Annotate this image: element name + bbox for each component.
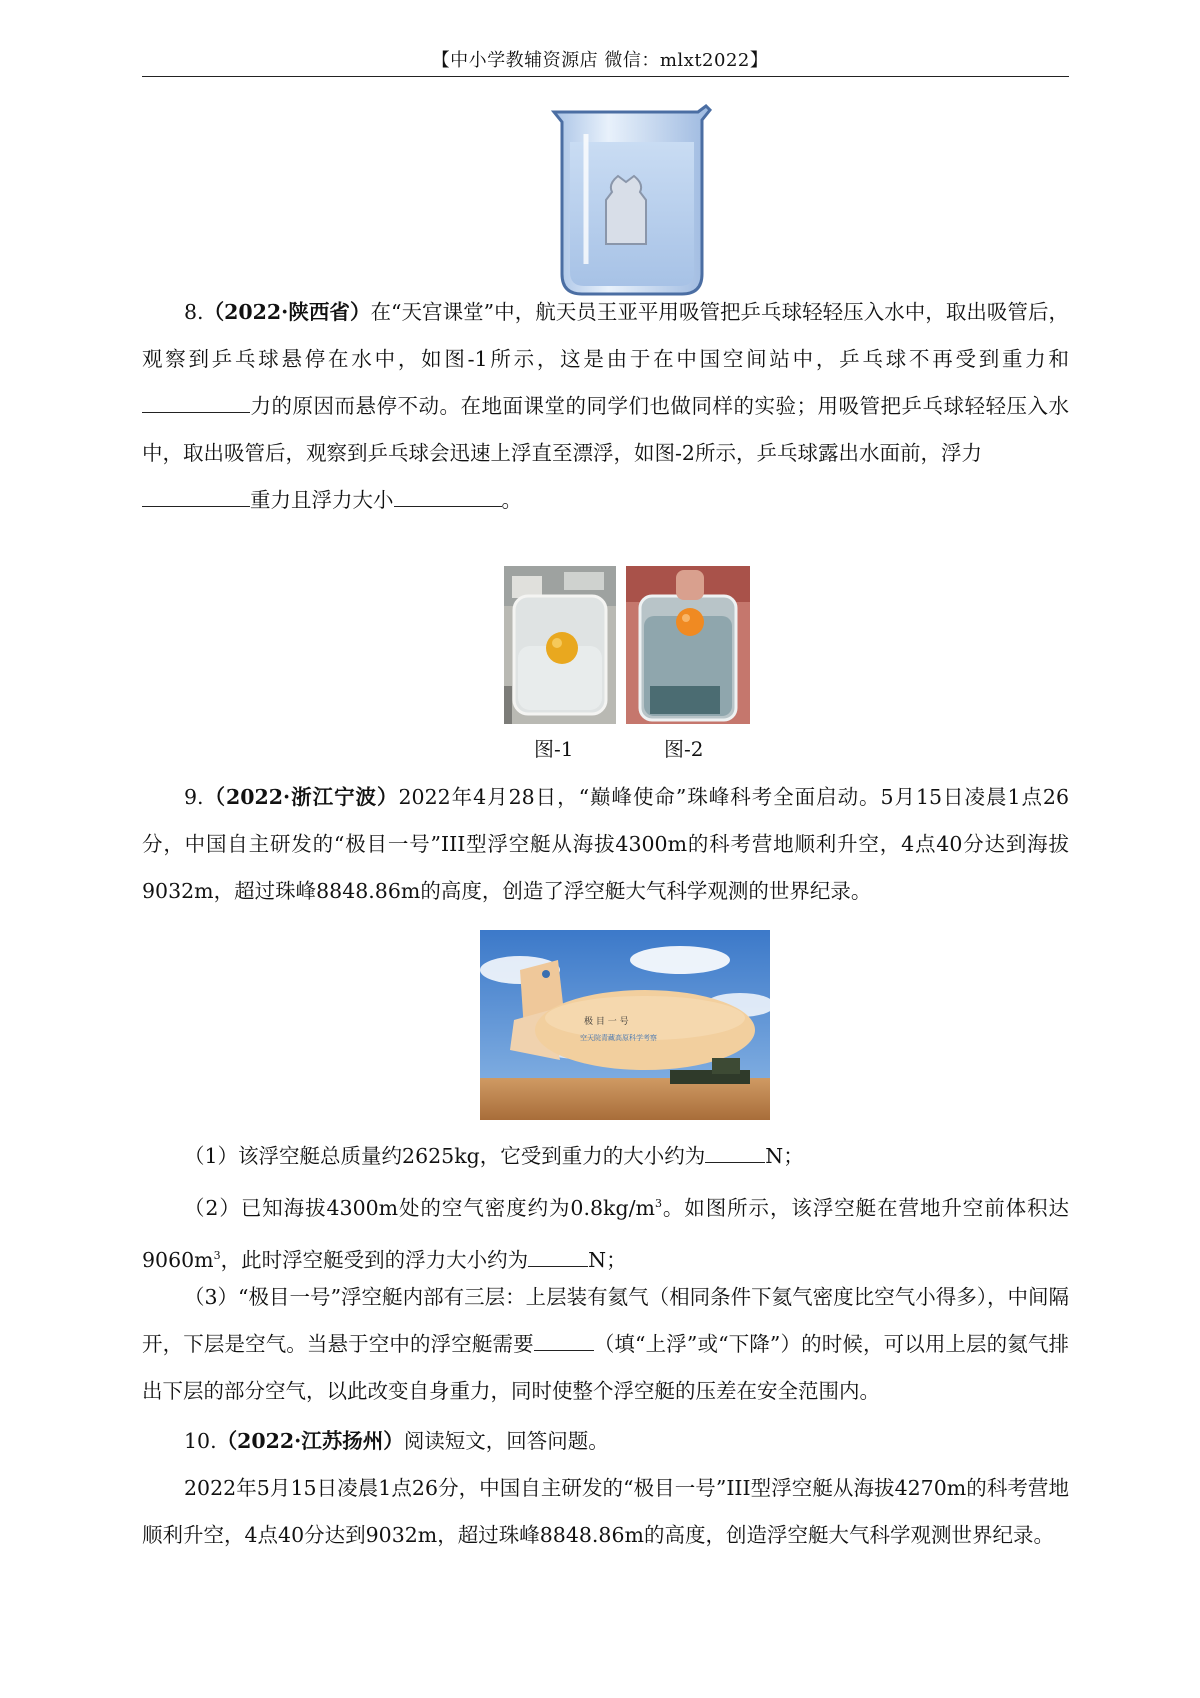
- figure-2-photo: [626, 566, 750, 724]
- beaker-illustration: [548, 104, 716, 300]
- q8-number: 8.: [184, 300, 204, 324]
- q8-text-d: 。: [501, 488, 522, 512]
- q9-sub1-text-a: （1）该浮空艇总质量约2625kg，它受到重力的大小约为: [184, 1144, 706, 1168]
- q8-blank-1[interactable]: [142, 392, 250, 414]
- figure-1-caption: 图-1: [534, 737, 574, 761]
- figure-1-photo: [504, 566, 616, 724]
- q9-sub2-text-d: N；: [588, 1247, 627, 1272]
- figure-2-caption: 图-2: [664, 737, 704, 761]
- q9-sub3-text-a: （3）“极目一号”浮空艇内部有三层：上层装有氦气（相同条件下氦气密度比空气小得多），中间隔开，下层是空气。当悬于空中的浮空艇需要: [142, 1285, 1069, 1356]
- q8-blank-2[interactable]: [142, 486, 250, 508]
- q10-passage: 2022年5月15日凌晨1点26分，中国自主研发的“极目一号”III型浮空艇从海拔4270m的科考营地顺利升空，4点40分达到9032m，超过珠峰8848.86m的高度，创造浮空艇大气科学观测世界纪录。: [142, 1476, 1069, 1547]
- q10-number: 10.: [184, 1429, 217, 1453]
- q9-number: 9.: [184, 785, 204, 809]
- page-header: 【中小学教辅资源店 微信：mlxt2022】: [431, 50, 769, 71]
- question-10: [142, 1418, 1069, 1465]
- question-9: [142, 774, 1069, 924]
- q9-sub2-text-a: （2）已知海拔4300m处的空气密度约为0.8kg/m: [184, 1195, 655, 1220]
- q9-sub3-text-b: （填“上浮”或“下降”）的时候，可以用上层的氦气排出下层的部分空气，以此改变自身重力，同时使整个浮空艇的压差在安全范围内。: [142, 1332, 1070, 1403]
- q9-sub1-blank[interactable]: [705, 1142, 765, 1164]
- q8-source: （2022·陕西省）: [203, 300, 371, 324]
- q10-intro: 阅读短文，回答问题。: [403, 1429, 609, 1453]
- q10-source: （2022·江苏扬州）: [216, 1429, 404, 1453]
- q9-intro: 2022年4月28日，“巅峰使命”珠峰科考全面启动。5月15日凌晨1点26分，中国自主研发的“极目一号”III型浮空艇从海拔4300m的科考营地顺利升空，4点40分达到海拔9032m，超过珠峰8848.86m的高度，创造了浮空艇大气科学观测的世界纪录。: [142, 785, 1070, 903]
- q9-sub1: [142, 1133, 1069, 1180]
- q9-sub2-blank[interactable]: [528, 1245, 588, 1267]
- q9-sub1-text-b: N；: [765, 1144, 804, 1168]
- q9-sub2: [142, 1180, 1069, 1274]
- q9-sub2-text-c: ，此时浮空艇受到的浮力大小约为: [220, 1247, 529, 1272]
- q9-source: （2022·浙江宁波）: [203, 785, 399, 809]
- q9-sub3: [142, 1274, 1069, 1415]
- q9-sub3-blank[interactable]: [534, 1330, 594, 1352]
- q9-sub2-text-b: 。如图所示，该浮空艇在营地升空前体积达9060m: [142, 1195, 1069, 1272]
- airship-lettering-1: 极 目 一 号: [584, 1017, 629, 1027]
- q8-blank-3[interactable]: [394, 486, 502, 508]
- q8-text-c: 重力且浮力大小: [250, 488, 394, 512]
- q9-sub2-sup-1: 3: [654, 1197, 662, 1210]
- question-8: [142, 289, 1069, 524]
- q8-text-a: 在“天宫课堂”中，航天员王亚平用吸管把乒乓球轻轻压入水中，取出吸管后，观察到乒乓球悬停在水中，如图-1所示，这是由于在中国空间站中，乒乓球不再受到重力和: [142, 300, 1069, 371]
- q9-sub2-sup-2: 3: [213, 1248, 221, 1262]
- q8-text-b: 力的原因而悬停不动。在地面课堂的同学们也做同样的实验；用吸管把乒乓球轻轻压入水中，取出吸管后，观察到乒乓球会迅速上浮直至漂浮，如图-2所示，乒乓球露出水面前，浮力: [142, 394, 1069, 465]
- header-rule: [142, 76, 1069, 77]
- airship-photo: [480, 930, 770, 1120]
- airship-lettering-2: 空天院青藏高原科学考察: [580, 1034, 657, 1042]
